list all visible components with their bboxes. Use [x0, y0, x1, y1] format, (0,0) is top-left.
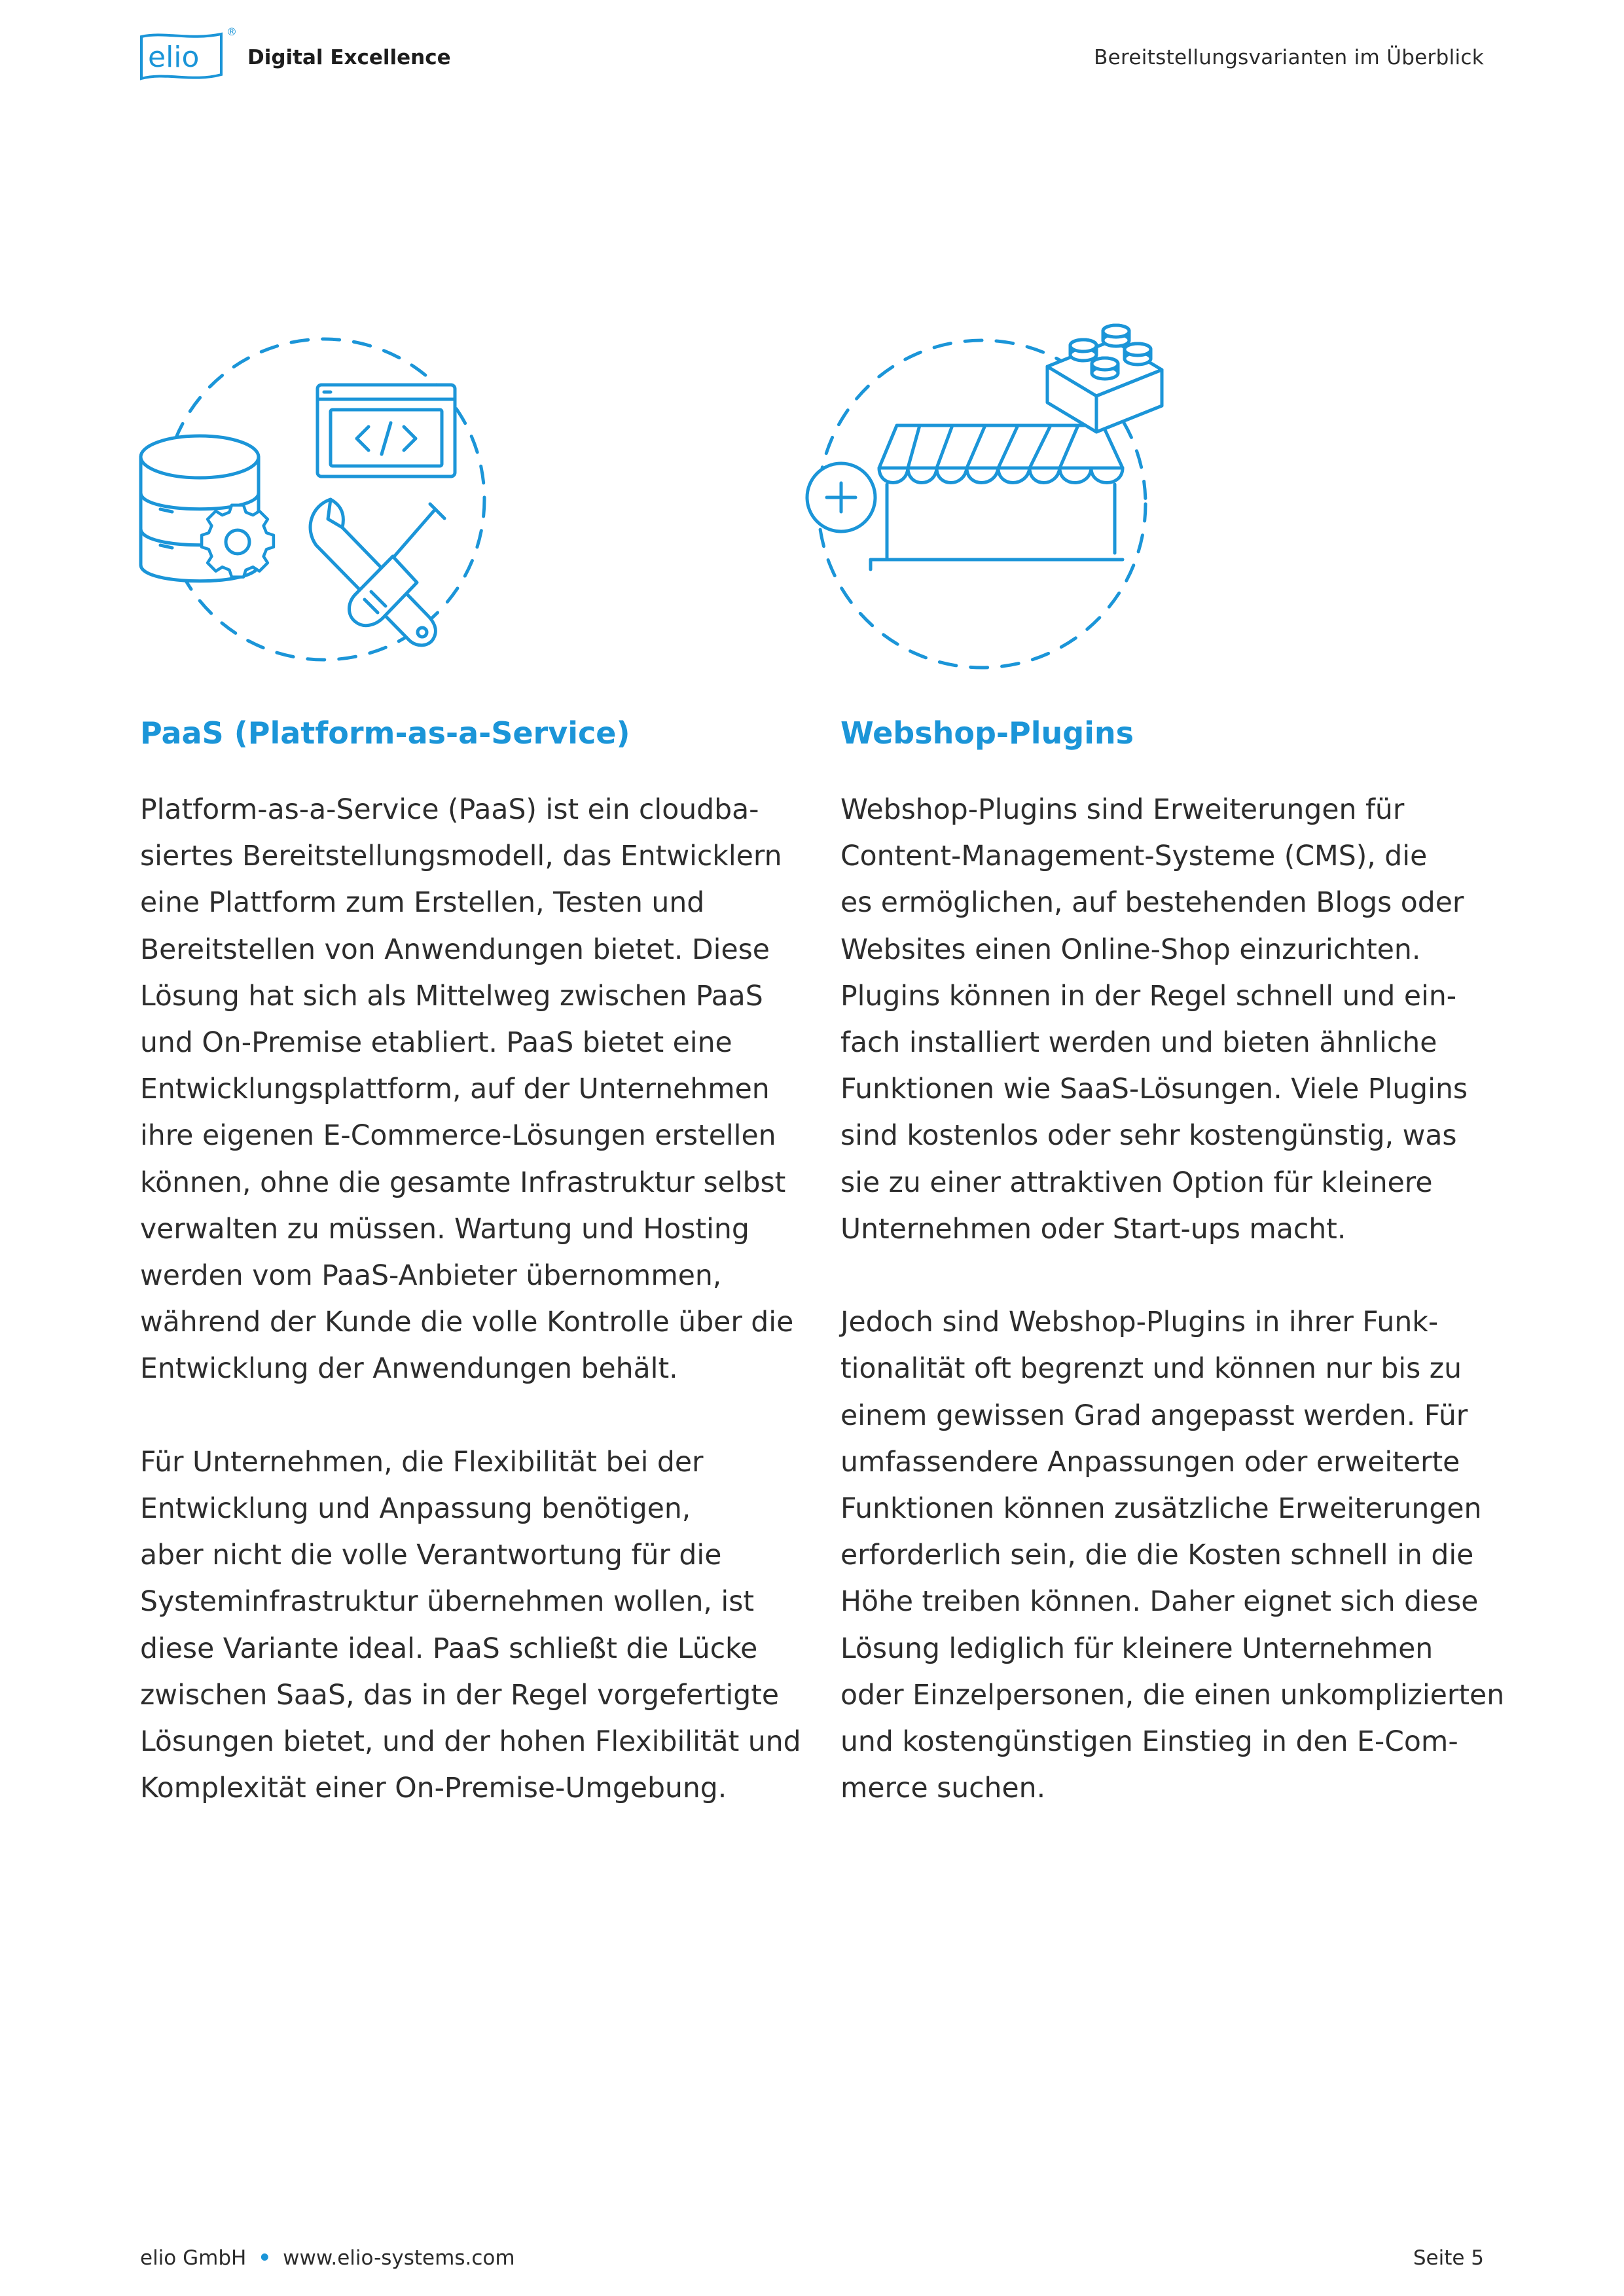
text-line: Lösungen bietet, und der hohen Flexibilität und: [140, 1726, 801, 1759]
text-line: verwalten zu müssen. Wartung und Hosting: [140, 1213, 749, 1246]
text-line: aber nicht die volle Verantwortung für die: [140, 1539, 722, 1572]
text-line: fach installiert werden und bieten ähnliche: [840, 1027, 1437, 1060]
plus-icon: [807, 463, 875, 531]
text-line: erforderlich sein, die die Kosten schnell in die: [840, 1539, 1474, 1572]
footer-company: elio GmbH: [140, 2246, 247, 2270]
text-line: Entwicklung der Anwendungen behält.: [140, 1353, 678, 1386]
paas-heading: PaaS (Platform-as-a-Service): [140, 715, 630, 751]
elio-logo: [137, 24, 242, 89]
text-line: Content-Management-Systeme (CMS), die: [840, 840, 1428, 873]
text-line: Lösung hat sich als Mittelweg zwischen PaaS: [140, 980, 763, 1013]
text-line: diese Variante ideal. PaaS schließt die Lücke: [140, 1632, 758, 1665]
text-line: werden vom PaaS-Anbieter übernommen,: [140, 1260, 722, 1293]
shop-awning-icon: [871, 425, 1123, 569]
text-line: umfassendere Anpassungen oder erweiterte: [840, 1446, 1460, 1479]
footer-website-link[interactable]: www.elio-systems.com: [283, 2246, 515, 2270]
text-line: Funktionen wie SaaS-Lösungen. Viele Plugins: [840, 1073, 1468, 1106]
footer-company-info: [140, 2246, 515, 2270]
gear-icon: [202, 505, 274, 577]
text-line: Webshop-Plugins sind Erweiterungen für: [840, 794, 1405, 826]
text-line: Für Unternehmen, die Flexibilität bei der: [140, 1446, 704, 1479]
webshop-heading: Webshop-Plugins: [840, 715, 1134, 751]
text-line: Websites einen Online-Shop einzurichten.: [840, 933, 1421, 966]
text-line: Platform-as-a-Service (PaaS) ist ein cloudba-: [140, 794, 759, 826]
text-line: eine Plattform zum Erstellen, Testen und: [140, 887, 705, 920]
text-line: Entwicklungsplattform, auf der Unternehmen: [140, 1073, 770, 1106]
text-line: Bereitstellen von Anwendungen bietet. Diese: [140, 933, 770, 966]
text-line: merce suchen.: [840, 1772, 1046, 1805]
text-line: und On-Premise etabliert. PaaS bietet eine: [140, 1027, 732, 1060]
text-line: Funktionen können zusätzliche Erweiterungen: [840, 1493, 1482, 1526]
paas-paragraph-2: [140, 1439, 808, 1812]
text-line: sind kostenlos oder sehr kostengünstig, was: [840, 1120, 1457, 1153]
paas-illustration: [134, 319, 501, 673]
webshop-paragraph-1: [840, 787, 1515, 1253]
text-line: Plugins können in der Regel schnell und ein-: [840, 980, 1457, 1013]
text-line: siertes Bereitstellungsmodell, das Entwicklern: [140, 840, 782, 873]
webshop-illustration: [795, 308, 1188, 681]
text-line: oder Einzelpersonen, die einen unkomplizierten: [840, 1679, 1505, 1712]
text-line: Entwicklung und Anpassung benötigen,: [140, 1493, 691, 1526]
webshop-paragraph-2: [840, 1299, 1515, 1812]
text-line: tionalität oft begrenzt und können nur bis zu: [840, 1353, 1462, 1386]
text-line: während der Kunde die volle Kontrolle über die: [140, 1306, 794, 1339]
text-line: Jedoch sind Webshop-Plugins in ihrer Funk-: [840, 1306, 1439, 1339]
footer-separator: •: [258, 2246, 272, 2270]
webshop-section: [840, 713, 1515, 1812]
text-line: Lösung lediglich für kleinere Unternehmen: [840, 1632, 1434, 1665]
text-line: sie zu einer attraktiven Option für kleinere: [840, 1166, 1433, 1199]
text-line: können, ohne die gesamte Infrastruktur selbst: [140, 1166, 786, 1199]
text-line: es ermöglichen, auf bestehenden Blogs oder: [840, 887, 1464, 920]
paas-section: [140, 713, 808, 1812]
paas-paragraph-1: [140, 787, 808, 1393]
document-title: Bereitstellungsvarianten im Überblick: [1094, 46, 1484, 69]
text-line: einem gewissen Grad angepasst werden. Für: [840, 1399, 1468, 1432]
code-window-icon: [317, 385, 455, 476]
header-tagline: Digital Excellence: [247, 46, 451, 69]
text-line: zwischen SaaS, das in der Regel vorgefertigte: [140, 1679, 780, 1712]
logo-registered-mark: ®: [226, 26, 237, 38]
page-number: Seite 5: [1413, 2246, 1484, 2270]
logo-text: elio: [148, 41, 200, 74]
text-line: Systeminfrastruktur übernehmen wollen, ist: [140, 1586, 755, 1619]
building-block-icon: [1047, 325, 1162, 432]
text-line: und kostengünstigen Einstieg in den E-Com-: [840, 1726, 1458, 1759]
text-line: Höhe treiben können. Daher eignet sich diese: [840, 1586, 1479, 1619]
text-line: Komplexität einer On-Premise-Umgebung.: [140, 1772, 727, 1805]
text-line: ihre eigenen E-Commerce-Lösungen erstellen: [140, 1120, 776, 1153]
text-line: Unternehmen oder Start-ups macht.: [840, 1213, 1346, 1246]
